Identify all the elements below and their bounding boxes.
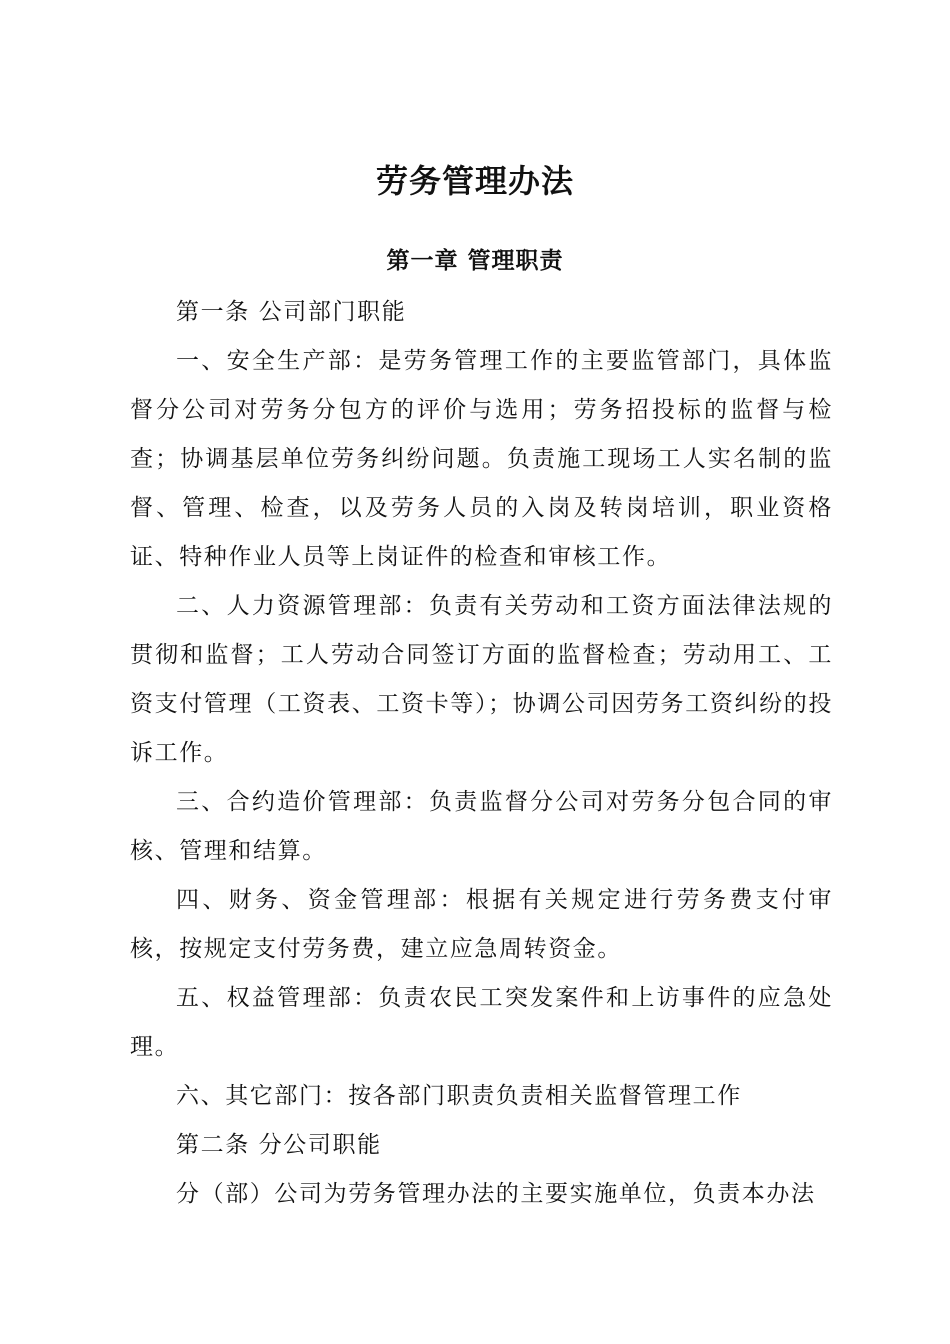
document-title: 劳务管理办法 bbox=[375, 162, 574, 200]
body-paragraph: 分（部）公司为劳务管理办法的主要实施单位，负责本办法 bbox=[176, 1181, 816, 1207]
article-heading: 第一条 公司部门职能 bbox=[176, 299, 407, 325]
chapter-heading: 第一章 管理职责 bbox=[386, 247, 564, 274]
article-heading: 第二条 分公司职能 bbox=[176, 1132, 382, 1158]
body-paragraph: 一、安全生产部：是劳务管理工作的主要监管部门，具体监督分公司对劳务分包方的评价与选用；劳务招投标的监督与检查；协调基层单位劳务纠纷问题。负责施工现场工人实名制的监督、管理、检查，以及劳务人员的入岗及转岗培训，职业资格证、特种作业人员等上岗证件的检查和审核工作。 bbox=[130, 348, 833, 570]
body-paragraph: 四、财务、资金管理部：根据有关规定进行劳务费支付审核，按规定支付劳务费，建立应急周转资金。 bbox=[130, 887, 833, 962]
document-body bbox=[130, 288, 833, 1219]
body-paragraph: 五、权益管理部：负责农民工突发案件和上访事件的应急处理。 bbox=[130, 985, 833, 1060]
body-paragraph: 二、人力资源管理部：负责有关劳动和工资方面法律法规的贯彻和监督；工人劳动合同签订方面的监督检查；劳动用工、工资支付管理（工资表、工资卡等）；协调公司因劳务工资纠纷的投诉工作。 bbox=[130, 593, 833, 766]
body-paragraph: 六、其它部门：按各部门职责负责相关监督管理工作 bbox=[176, 1083, 742, 1109]
body-paragraph: 三、合约造价管理部：负责监督分公司对劳务分包合同的审核、管理和结算。 bbox=[130, 789, 833, 864]
